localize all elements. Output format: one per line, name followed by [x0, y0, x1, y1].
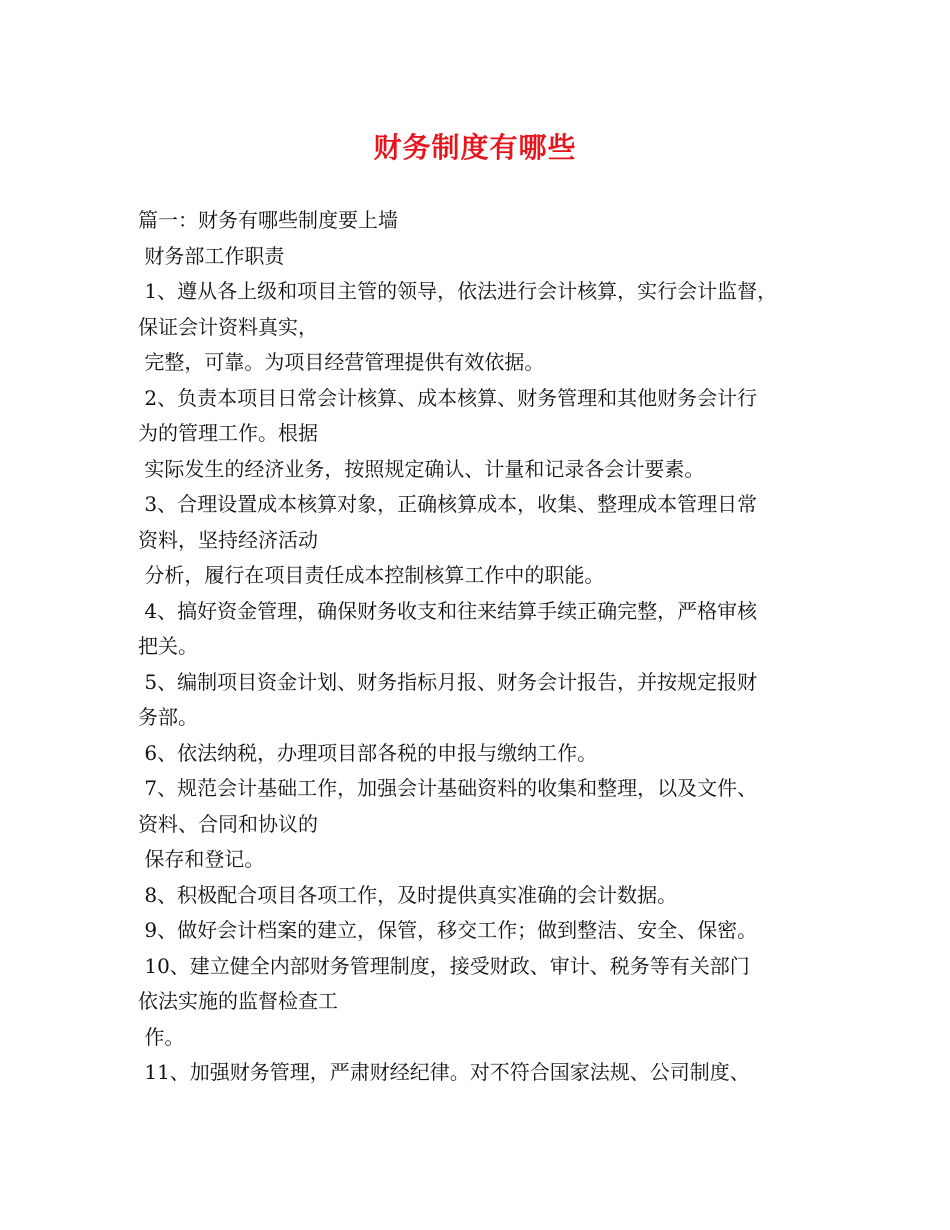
document-title: 财务制度有哪些	[373, 131, 577, 164]
body-line: 把关。	[138, 634, 198, 658]
body-line: 作。	[138, 1024, 185, 1049]
body-line: 实际发生的经济业务，按照规定确认、计量和记录各会计要素。	[138, 456, 705, 481]
body-line: 财务部工作职责	[138, 243, 285, 268]
body-line: 3、合理设置成本核算对象，正确核算成本，收集、整理成本管理日常	[138, 492, 758, 516]
body-line: 2、负责本项目日常会计核算、成本核算、财务管理和其他财务会计行	[138, 385, 758, 410]
body-line: 完整，可靠。为项目经营管理提供有效依据。	[138, 350, 545, 374]
body-line: 6、依法纳税，办理项目部各税的申报与缴纳工作。	[138, 740, 598, 765]
body-line: 5、编制项目资金计划、财务指标月报、财务会计报告，并按规定报财	[138, 669, 758, 694]
body-line: 11、加强财务管理，严肃财经纪律。对不符合国家法规、公司制度、	[138, 1060, 750, 1084]
document-body	[138, 203, 838, 1091]
body-line: 10、建立健全内部财务管理制度，接受财政、审计、税务等有关部门	[138, 953, 750, 978]
body-line: 保证会计资料真实，	[138, 314, 318, 339]
body-line: 9、做好会计档案的建立，保管，移交工作；做到整洁、安全、保密。	[138, 918, 758, 942]
body-line: 8、积极配合项目各项工作，及时提供真实准确的会计数据。	[138, 882, 678, 907]
body-line: 保存和登记。	[138, 847, 265, 871]
body-line: 务部。	[138, 705, 198, 729]
body-line: 依法实施的监督检查工	[138, 989, 338, 1013]
body-line: 为的管理工作。根据	[138, 421, 318, 445]
body-line: 7、规范会计基础工作，加强会计基础资料的收集和整理，以及文件、	[138, 776, 758, 800]
body-line: 1、遵从各上级和项目主管的领导，依法进行会计核算，实行会计监督，	[138, 279, 778, 303]
body-line: 分析，履行在项目责任成本控制核算工作中的职能。	[138, 563, 605, 587]
body-line: 4、搞好资金管理，确保财务收支和往来结算手续正确完整，严格审核	[138, 598, 758, 623]
body-line: 资料，坚持经济活动	[138, 527, 318, 552]
body-line: 资料、合同和协议的	[138, 811, 318, 836]
body-line: 篇一：财务有哪些制度要上墙	[138, 208, 398, 232]
